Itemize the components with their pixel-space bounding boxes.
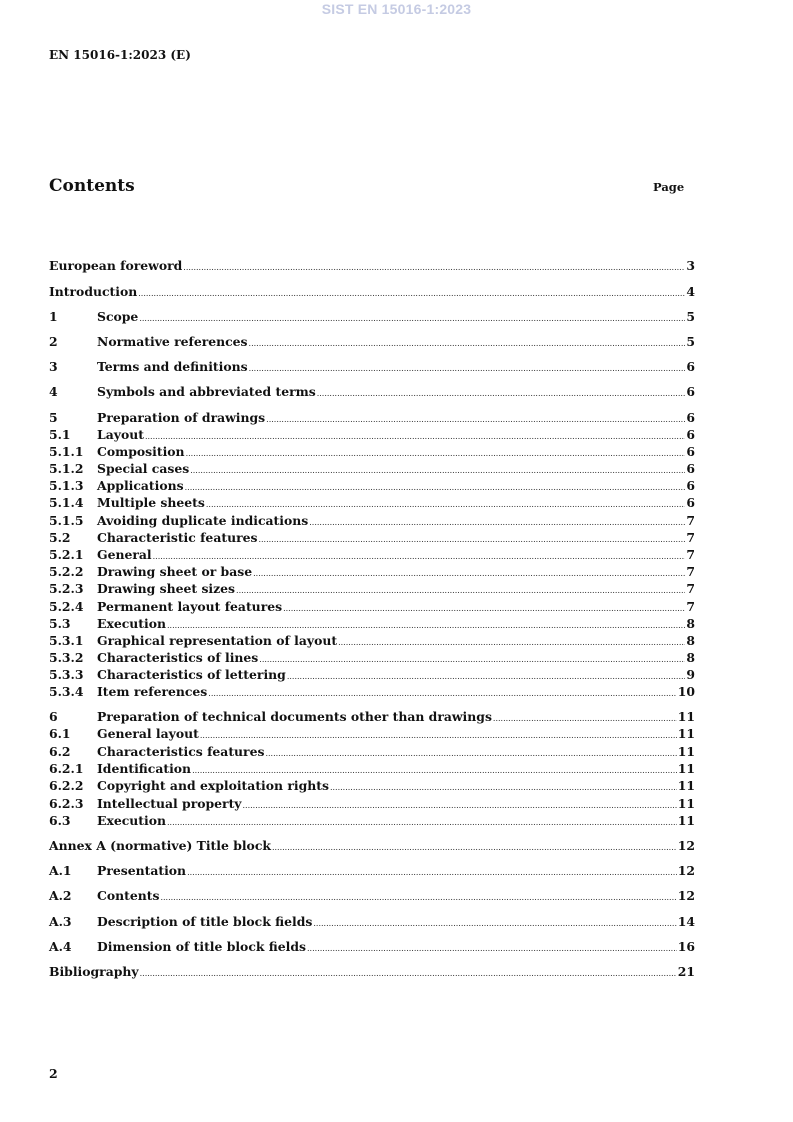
toc-entry-title: Dimension of title block fields: [97, 939, 307, 954]
toc-entry-number: 5.2.3: [49, 581, 84, 596]
toc-entry[interactable]: [49, 795, 695, 812]
toc-entry-number: 5.1.5: [49, 513, 84, 528]
toc-entry-title: Characteristics features: [97, 744, 265, 759]
toc-entry-title: Execution: [97, 616, 166, 631]
toc-entry-title: Intellectual property: [97, 796, 242, 811]
toc-dot-leader: [183, 259, 685, 276]
toc-entry-title: Description of title block fields: [97, 914, 313, 929]
toc-dot-leader: [187, 864, 677, 881]
page-column-label: Page: [653, 180, 685, 194]
toc-entry-page: 6: [686, 384, 695, 399]
toc-entry-title: Applications: [97, 478, 184, 493]
toc-dot-leader: [200, 727, 677, 744]
toc-entry-title: Presentation: [97, 863, 187, 878]
toc-entry[interactable]: [49, 494, 695, 511]
toc-entry[interactable]: [49, 358, 695, 375]
toc-entry[interactable]: [49, 963, 695, 980]
toc-entry-number: 5.1.3: [49, 478, 84, 493]
toc-entry-page: 12: [677, 863, 695, 878]
toc-entry-page: 11: [677, 744, 695, 759]
toc-entry-number: 6.2: [49, 744, 71, 759]
toc-entry-page: 7: [686, 581, 695, 596]
toc-dot-leader: [330, 779, 677, 796]
toc-entry-page: 7: [686, 599, 695, 614]
toc-entry-page: 8: [686, 616, 695, 631]
toc-entry-number: 5.3.1: [49, 633, 84, 648]
toc-entry-page: 16: [677, 939, 695, 954]
toc-entry-number: 6.1: [49, 726, 71, 741]
toc-entry-page: 6: [686, 444, 695, 459]
toc-entry-number: 5: [49, 410, 58, 425]
toc-entry-page: 7: [686, 564, 695, 579]
toc-entry-number: 5.1: [49, 427, 71, 442]
toc-entry[interactable]: [49, 615, 695, 632]
toc-entry[interactable]: [49, 409, 695, 426]
toc-entry-number: 6.2.2: [49, 778, 84, 793]
toc-entry[interactable]: [49, 529, 695, 546]
toc-entry-title: Preparation of technical documents other than drawings: [97, 709, 492, 724]
toc-entry-title: Introduction: [49, 284, 138, 299]
toc-entry-title: Characteristic features: [97, 530, 258, 545]
page-number: 2: [49, 1066, 58, 1081]
toc-entry-title: Symbols and abbreviated terms: [97, 384, 316, 399]
toc-entry-title: Multiple sheets: [97, 495, 205, 510]
toc-entry-page: 5: [686, 334, 695, 349]
toc-entry[interactable]: [49, 683, 695, 700]
toc-entry-page: 6: [686, 461, 695, 476]
toc-dot-leader: [138, 285, 685, 302]
toc-entry-page: 6: [686, 359, 695, 374]
toc-entry-number: 6.2.1: [49, 761, 84, 776]
toc-entry-number: 5.2.2: [49, 564, 84, 579]
toc-entry[interactable]: [49, 598, 695, 615]
toc-entry[interactable]: [49, 426, 695, 443]
toc-entry-page: 12: [677, 838, 695, 853]
toc-entry-page: 11: [677, 709, 695, 724]
toc-entry-title: General layout: [97, 726, 199, 741]
toc-entry-title: Normative references: [97, 334, 248, 349]
toc-entry-number: A.1: [49, 863, 72, 878]
toc-entry-page: 6: [686, 478, 695, 493]
toc-entry[interactable]: [49, 308, 695, 325]
toc-entry-number: 5.3: [49, 616, 71, 631]
toc-entry[interactable]: [49, 777, 695, 794]
toc-entry[interactable]: [49, 649, 695, 666]
toc-dot-leader: [307, 940, 677, 957]
toc-entry-title: Characteristics of lettering: [97, 667, 286, 682]
toc-entry-page: 21: [677, 964, 695, 979]
toc-entry-title: Layout: [97, 427, 144, 442]
toc-entry-number: A.2: [49, 888, 72, 903]
toc-entry-title: Avoiding duplicate indications: [97, 513, 309, 528]
toc-entry-title: Identification: [97, 761, 192, 776]
toc-entry-number: 5.3.4: [49, 684, 84, 699]
toc-dot-leader: [139, 310, 685, 327]
toc-entry-number: 5.1.4: [49, 495, 84, 510]
toc-entry-number: A.4: [49, 939, 72, 954]
toc-entry-title: General: [97, 547, 152, 562]
toc-entry-page: 11: [677, 778, 695, 793]
toc-entry[interactable]: [49, 383, 695, 400]
toc-entry[interactable]: [49, 257, 695, 274]
toc-entry-title: Copyright and exploitation rights: [97, 778, 329, 793]
toc-entry-title: Special cases: [97, 461, 190, 476]
toc-entry-number: 5.1.2: [49, 461, 84, 476]
toc-entry-title: Characteristics of lines: [97, 650, 259, 665]
toc-entry[interactable]: [49, 546, 695, 563]
toc-entry-number: 5.1.1: [49, 444, 84, 459]
toc-entry-number: 6.3: [49, 813, 71, 828]
toc-entry[interactable]: [49, 477, 695, 494]
toc-entry-title: Graphical representation of layout: [97, 633, 338, 648]
toc-entry-page: 8: [686, 650, 695, 665]
toc-entry-page: 3: [686, 258, 695, 273]
toc-entry[interactable]: [49, 580, 695, 597]
toc-entry-page: 14: [677, 914, 695, 929]
toc-entry-page: 8: [686, 633, 695, 648]
toc-dot-leader: [206, 496, 685, 513]
toc-entry-number: 4: [49, 384, 58, 399]
toc-entry-page: 7: [686, 530, 695, 545]
toc-entry[interactable]: [49, 512, 695, 529]
toc-entry-title: Scope: [97, 309, 139, 324]
toc-entry-page: 6: [686, 410, 695, 425]
toc-entry[interactable]: [49, 862, 695, 879]
toc-entry-title: Composition: [97, 444, 185, 459]
toc-entry-number: 3: [49, 359, 58, 374]
toc-entry-page: 11: [677, 796, 695, 811]
toc-entry[interactable]: [49, 837, 695, 854]
toc-entry[interactable]: [49, 443, 695, 460]
toc-entry-page: 4: [686, 284, 695, 299]
toc-entry[interactable]: [49, 938, 695, 955]
toc-entry-number: 5.2.4: [49, 599, 84, 614]
toc-entry[interactable]: [49, 333, 695, 350]
toc-entry-page: 6: [686, 495, 695, 510]
toc-entry-title: Item references: [97, 684, 208, 699]
toc-entry-number: 6: [49, 709, 58, 724]
toc-entry-number: 2: [49, 334, 58, 349]
toc-dot-leader: [313, 915, 676, 932]
toc-entry-number: 5.3.2: [49, 650, 84, 665]
toc-entry-page: 5: [686, 309, 695, 324]
toc-entry[interactable]: [49, 725, 695, 742]
toc-entry-number: 5.3.3: [49, 667, 84, 682]
toc-dot-leader: [167, 814, 677, 831]
toc-entry-title: Drawing sheet sizes: [97, 581, 236, 596]
contents-title: Contents: [49, 176, 135, 196]
toc-entry-title: Execution: [97, 813, 166, 828]
toc-entry-number: A.3: [49, 914, 72, 929]
toc-entry-page: 7: [686, 547, 695, 562]
toc-entry-title: Preparation of drawings: [97, 410, 266, 425]
toc-dot-leader: [317, 385, 686, 402]
toc-entry[interactable]: [49, 913, 695, 930]
toc-entry-title: Bibliography: [49, 964, 139, 979]
toc-dot-leader: [272, 839, 677, 856]
document-id: EN 15016-1:2023 (E): [49, 48, 191, 62]
toc-entry-page: 10: [677, 684, 695, 699]
toc-entry-page: 11: [677, 726, 695, 741]
toc-entry-page: 9: [686, 667, 695, 682]
toc-entry-title: Terms and definitions: [97, 359, 248, 374]
toc-entry-number: 5.2: [49, 530, 71, 545]
toc-entry-page: 7: [686, 513, 695, 528]
toc-entry[interactable]: [49, 666, 695, 683]
toc-entry[interactable]: [49, 563, 695, 580]
toc-entry[interactable]: [49, 743, 695, 760]
toc-dot-leader: [208, 685, 676, 702]
toc-entry-page: 6: [686, 427, 695, 442]
toc-entry-number: 5.2.1: [49, 547, 84, 562]
toc-entry-title: European foreword: [49, 258, 183, 273]
toc-entry-title: Contents: [97, 888, 160, 903]
toc-entry[interactable]: [49, 887, 695, 904]
toc-entry[interactable]: [49, 632, 695, 649]
toc-dot-leader: [236, 582, 685, 599]
toc-entry[interactable]: [49, 760, 695, 777]
toc-entry-number: 6.2.3: [49, 796, 84, 811]
toc-entry[interactable]: [49, 708, 695, 725]
toc-dot-leader: [249, 335, 686, 352]
toc-entry[interactable]: [49, 460, 695, 477]
toc-entry-page: 11: [677, 761, 695, 776]
toc-entry-page: 11: [677, 813, 695, 828]
watermark: SIST EN 15016-1:2023: [321, 1, 472, 17]
toc-entry[interactable]: [49, 812, 695, 829]
toc-entry-page: 12: [677, 888, 695, 903]
toc-entry-title: Drawing sheet or base: [97, 564, 253, 579]
toc-entry-title: Permanent layout features: [97, 599, 283, 614]
toc-entry-number: 1: [49, 309, 58, 324]
toc-dot-leader: [160, 889, 676, 906]
toc-dot-leader: [249, 360, 686, 377]
toc-entry[interactable]: [49, 283, 695, 300]
toc-dot-leader: [140, 965, 677, 982]
toc-entry-title: Annex A (normative) Title block: [49, 838, 271, 853]
